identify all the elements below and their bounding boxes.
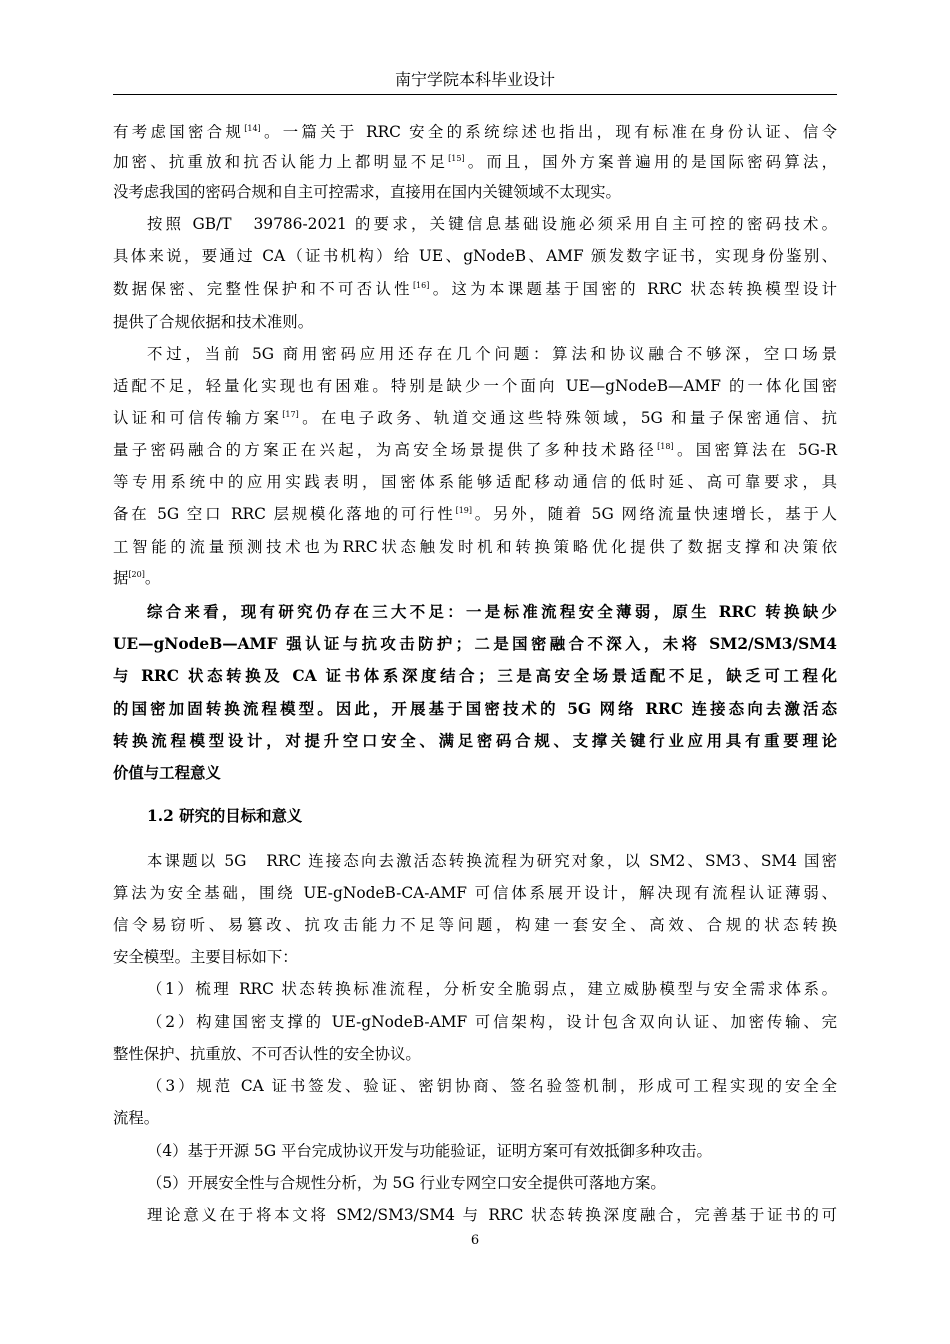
body-line: 有考虑国密合规[14]。一篇关于 RRC 安全的系统综述也指出，现有标准在身份认证、信令 xyxy=(113,123,837,141)
body-line: 信令易窃听、易篡改、抗攻击能力不足等问题，构建一套安全、高效、合规的状态转换 xyxy=(113,916,837,934)
list-item: （3）规范 CA 证书签发、验证、密钥协商、签名验签机制，形成可工程实现的安全全 xyxy=(147,1077,837,1095)
body-line: 算法为安全基础，围绕 UE-gNodeB-CA-AMF 可信体系展开设计，解决现有流程认证薄弱、 xyxy=(113,884,837,902)
list-item: （2）构建国密支撑的 UE-gNodeB-AMF 可信架构，设计包含双向认证、加密传输、完 xyxy=(147,1013,837,1031)
list-item-continued: 流程。 xyxy=(113,1109,160,1127)
body-line: 理论意义在于将本文将 SM2/SM3/SM4 与 RRC 状态转换深度融合，完善基于证书的可 xyxy=(147,1206,837,1224)
page-number: 6 xyxy=(470,1233,480,1248)
body-line: 适配不足，轻量化实现也有困难。特别是缺少一个面向 UE—gNodeB—AMF 的一体化国密 xyxy=(113,377,837,395)
body-line: 提供了合规依据和技术准则。 xyxy=(113,313,314,331)
body-line: 等专用系统中的应用实践表明，国密体系能够适配移动通信的低时延、高可靠要求，具 xyxy=(113,473,837,491)
body-line: 价值与工程意义 xyxy=(113,764,221,782)
list-item: （1）梳理 RRC 状态转换标准流程，分析安全脆弱点，建立威胁模型与安全需求体系。 xyxy=(147,980,837,998)
body-line: 量子密码融合的方案正在兴起，为高安全场景提供了多种技术路径[18]。国密算法在 5G-R xyxy=(113,441,837,459)
body-line: 据[20]。 xyxy=(113,569,161,587)
page-header: 南宁学院本科毕业设计 xyxy=(394,70,555,89)
body-line: 没考虑我国的密码合规和自主可控需求，直接用在国内关键领域不太现实。 xyxy=(113,183,621,201)
body-line: 具体来说，要通过 CA（证书机构）给 UE、gNodeB、AMF 颁发数字证书，实现身份鉴别、 xyxy=(113,247,837,265)
list-item: （5）开展安全性与合规性分析，为 5G 行业专网空口安全提供可落地方案。 xyxy=(147,1174,666,1192)
body-line: 的国密加固转换流程模型。因此，开展基于国密技术的 5G 网络 RRC 连接态向去激活态 xyxy=(113,700,837,718)
body-line: 加密、抗重放和抗否认能力上都明显不足[15]。而且，国外方案普遍用的是国际密码算法， xyxy=(113,153,837,171)
body-line: 认证和可信传输方案[17]。在电子政务、轨道交通这些特殊领域，5G 和量子保密通信、抗 xyxy=(113,409,837,427)
body-line: 综合来看，现有研究仍存在三大不足：一是标准流程安全薄弱，原生 RRC 转换缺少 xyxy=(147,603,837,621)
body-line: 数据保密、完整性保护和不可否认性[16]。这为本课题基于国密的 RRC 状态转换模型设计 xyxy=(113,280,837,298)
body-line: UE—gNodeB—AMF 强认证与抗攻击防护；二是国密融合不深入，未将 SM2/SM3/SM4 xyxy=(113,635,837,653)
body-line: 与 RRC 状态转换及 CA 证书体系深度结合；三是高安全场景适配不足，缺乏可工程化 xyxy=(113,667,837,685)
body-line: 按照 GB/T 39786-2021 的要求，关键信息基础设施必须采用自主可控的密码技术。 xyxy=(147,215,837,233)
header-rule xyxy=(113,94,837,95)
body-line: 不过，当前 5G 商用密码应用还存在几个问题：算法和协议融合不够深，空口场景 xyxy=(147,345,837,363)
section-heading: 1.2 研究的目标和意义 xyxy=(147,807,303,825)
body-line: 备在 5G 空口 RRC 层规模化落地的可行性[19]。另外，随着 5G 网络流量快速增长，基于人 xyxy=(113,505,838,523)
body-line: 本课题以 5G RRC 连接态向去激活态转换流程为研究对象，以 SM2、SM3、SM4 国密 xyxy=(147,852,837,870)
body-line: 转换流程模型设计，对提升空口安全、满足密码合规、支撑关键行业应用具有重要理论 xyxy=(113,732,837,750)
list-item-continued: 整性保护、抗重放、不可否认性的安全协议。 xyxy=(113,1045,421,1063)
list-item: （4）基于开源 5G 平台完成协议开发与功能验证，证明方案可有效抵御多种攻击。 xyxy=(147,1142,712,1160)
body-line: 安全模型。主要目标如下： xyxy=(113,948,298,966)
body-line: 工智能的流量预测技术也为RRC状态触发时机和转换策略优化提供了数据支撑和决策依 xyxy=(113,538,837,556)
